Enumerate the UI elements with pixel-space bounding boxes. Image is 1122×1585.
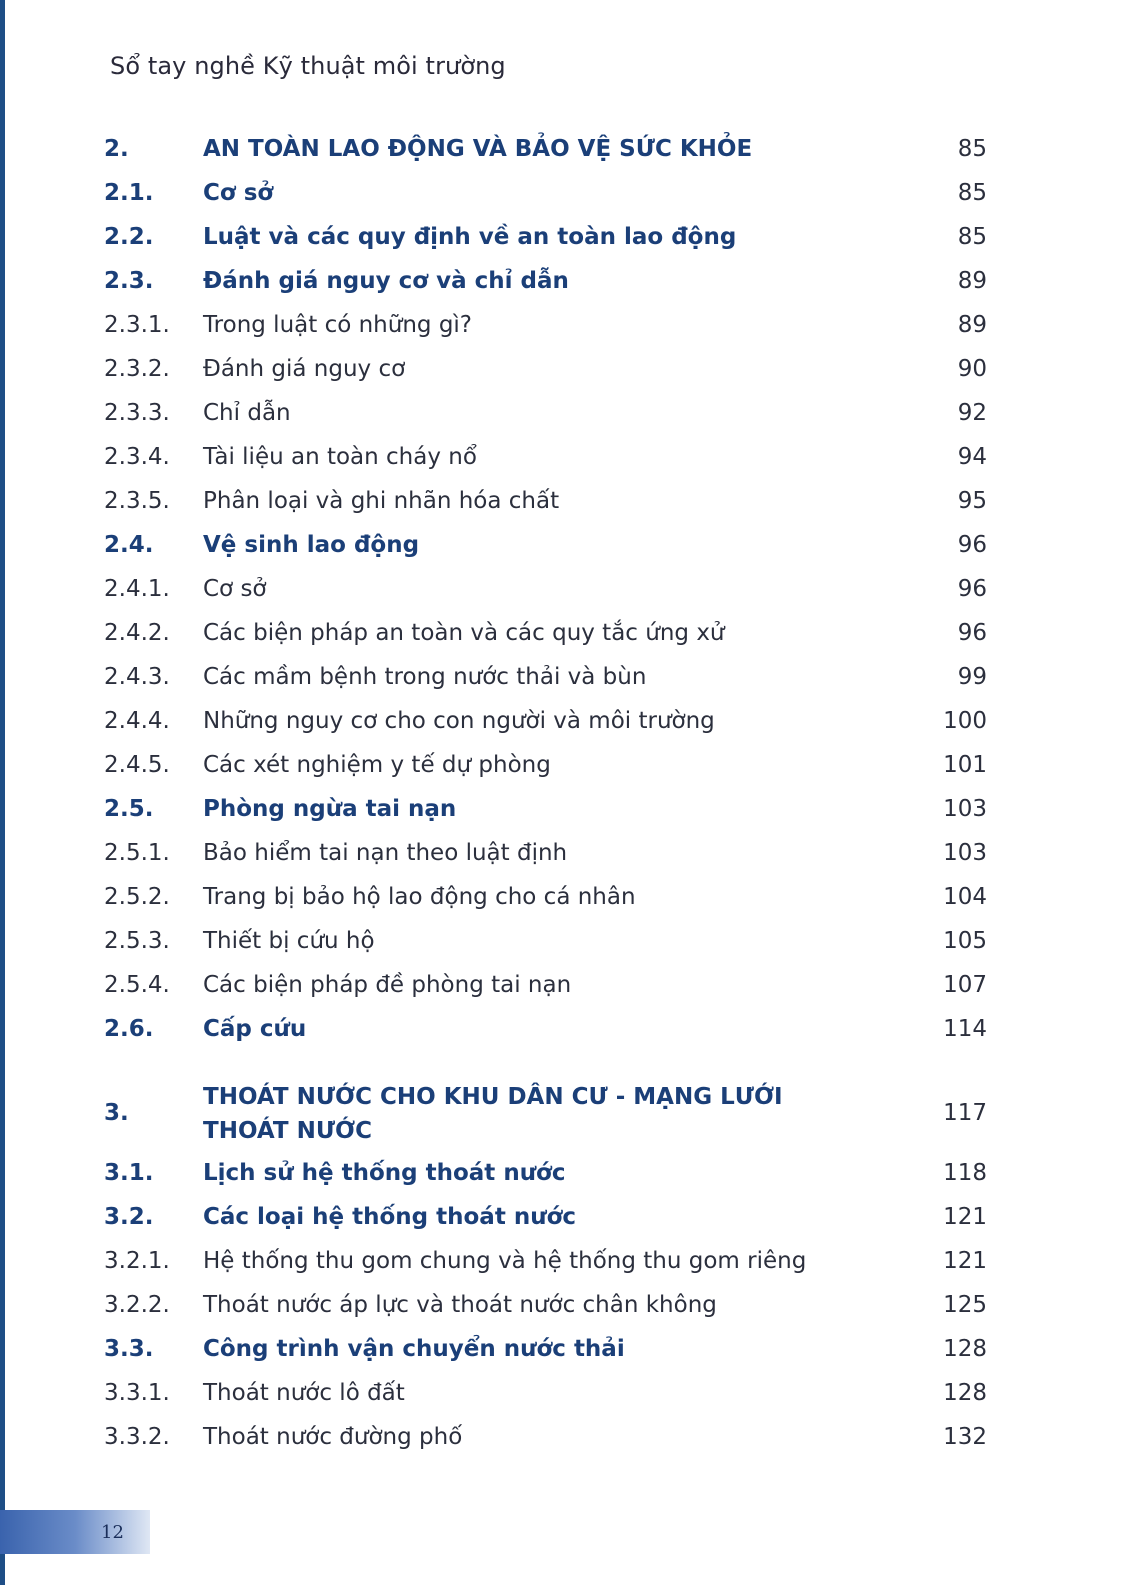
toc-row	[0, 1292, 1122, 1332]
toc-entry-title[interactable]: Thoát nước lô đất	[203, 1380, 405, 1406]
toc-row	[0, 972, 1122, 1012]
toc-entry-page: 103	[943, 796, 987, 822]
toc-entry-title[interactable]: Phân loại và ghi nhãn hóa chất	[203, 488, 560, 514]
toc-entry-title[interactable]: AN TOÀN LAO ĐỘNG VÀ BẢO VỆ SỨC KHỎE	[203, 136, 753, 162]
toc-entry-title[interactable]: Trong luật có những gì?	[203, 312, 473, 338]
toc-row	[0, 1160, 1122, 1200]
toc-entry-page: 121	[943, 1248, 987, 1274]
toc-entry-number: 2.4.	[104, 532, 154, 558]
toc-entry-title[interactable]: Cơ sở	[203, 180, 274, 206]
toc-entry-number: 2.3.2.	[104, 356, 170, 382]
toc-row	[0, 796, 1122, 836]
toc-row	[0, 1380, 1122, 1420]
toc-entry-page: 107	[943, 972, 987, 998]
toc-entry-page: 85	[957, 136, 987, 162]
toc-entry-page: 114	[943, 1016, 987, 1042]
toc-entry-title[interactable]: Đánh giá nguy cơ và chỉ dẫn	[203, 268, 569, 294]
toc-entry-page: 117	[943, 1100, 987, 1126]
toc-row	[0, 356, 1122, 396]
toc-entry-number: 2.4.5.	[104, 752, 170, 778]
toc-entry-page: 101	[943, 752, 987, 778]
toc-entry-title[interactable]: Các mầm bệnh trong nước thải và bùn	[203, 664, 647, 690]
toc-row	[0, 268, 1122, 308]
toc-entry-page: 85	[957, 180, 987, 206]
toc-row	[0, 1424, 1122, 1464]
toc-entry-page: 125	[943, 1292, 987, 1318]
toc-entry-title[interactable]: Các biện pháp an toàn và các quy tắc ứng xử	[203, 620, 725, 646]
toc-entry-title[interactable]: Thoát nước đường phố	[203, 1424, 463, 1450]
toc-row	[0, 928, 1122, 968]
toc-entry-number: 3.1.	[104, 1160, 154, 1186]
toc-row	[0, 1248, 1122, 1288]
toc-row	[0, 1016, 1122, 1056]
toc-entry-title[interactable]: Chỉ dẫn	[203, 400, 291, 426]
toc-entry-page: 96	[957, 620, 987, 646]
toc-entry-title[interactable]: Công trình vận chuyển nước thải	[203, 1336, 625, 1362]
toc-entry-number: 3.3.2.	[104, 1424, 170, 1450]
toc-row	[0, 1204, 1122, 1244]
toc-entry-number: 3.2.	[104, 1204, 154, 1230]
toc-entry-page: 128	[943, 1380, 987, 1406]
toc-entry-page: 100	[943, 708, 987, 734]
toc-row	[0, 532, 1122, 572]
toc-entry-number: 2.5.	[104, 796, 154, 822]
toc-entry-page: 95	[957, 488, 987, 514]
toc-row	[0, 180, 1122, 220]
toc-entry-page: 103	[943, 840, 987, 866]
toc-entry-title[interactable]: THOÁT NƯỚC CHO KHU DÂN CƯ - MẠNG LƯỚI THOÁT NƯỚC	[203, 1084, 783, 1144]
toc-entry-page: 92	[957, 400, 987, 426]
toc-row	[0, 1336, 1122, 1376]
toc-entry-number: 3.2.2.	[104, 1292, 170, 1318]
toc-entry-number: 2.3.5.	[104, 488, 170, 514]
toc-entry-title[interactable]: Bảo hiểm tai nạn theo luật định	[203, 840, 568, 866]
toc-entry-number: 3.2.1.	[104, 1248, 170, 1274]
toc-entry-page: 96	[957, 532, 987, 558]
toc-entry-title[interactable]: Các xét nghiệm y tế dự phòng	[203, 752, 551, 778]
toc-entry-page: 89	[957, 268, 987, 294]
toc-entry-title[interactable]: Cấp cứu	[203, 1016, 307, 1042]
toc-row	[0, 312, 1122, 352]
toc-entry-page: 96	[957, 576, 987, 602]
toc-row	[0, 840, 1122, 880]
toc-entry-number: 3.3.	[104, 1336, 154, 1362]
toc-entry-number: 2.4.4.	[104, 708, 170, 734]
toc-entry-title[interactable]: Đánh giá nguy cơ	[203, 356, 406, 382]
toc-entry-page: 89	[957, 312, 987, 338]
toc-entry-number: 2.3.1.	[104, 312, 170, 338]
toc-row	[0, 884, 1122, 924]
footer-band	[0, 1510, 150, 1554]
toc-entry-number: 2.4.1.	[104, 576, 170, 602]
toc-row	[0, 752, 1122, 792]
toc-entry-title[interactable]: Phòng ngừa tai nạn	[203, 796, 457, 822]
toc-row	[0, 620, 1122, 660]
toc-row	[0, 444, 1122, 484]
running-header: Sổ tay nghề Kỹ thuật môi trường	[110, 52, 506, 80]
toc-entry-number: 2.1.	[104, 180, 154, 206]
toc-entry-number: 2.3.4.	[104, 444, 170, 470]
toc-entry-number: 2.4.2.	[104, 620, 170, 646]
toc-entry-page: 85	[957, 224, 987, 250]
toc-entry-number: 2.3.	[104, 268, 154, 294]
toc-entry-number: 3.3.1.	[104, 1380, 170, 1406]
toc-entry-page: 132	[943, 1424, 987, 1450]
toc-entry-number: 2.4.3.	[104, 664, 170, 690]
toc-entry-title[interactable]: Luật và các quy định về an toàn lao động	[203, 224, 737, 250]
toc-entry-page: 99	[957, 664, 987, 690]
toc-entry-number: 2.	[104, 136, 129, 162]
toc-entry-title[interactable]: Hệ thống thu gom chung và hệ thống thu gom riêng	[203, 1248, 807, 1274]
page-number: 12	[101, 1522, 124, 1543]
toc-entry-title[interactable]: Thoát nước áp lực và thoát nước chân không	[203, 1292, 717, 1318]
toc-entry-page: 128	[943, 1336, 987, 1362]
toc-entry-number: 2.5.3.	[104, 928, 170, 954]
toc-entry-page: 121	[943, 1204, 987, 1230]
toc-entry-page: 104	[943, 884, 987, 910]
toc-row	[0, 664, 1122, 704]
toc-entry-number: 2.3.3.	[104, 400, 170, 426]
toc-entry-title[interactable]: Tài liệu an toàn cháy nổ	[203, 444, 477, 470]
toc-entry-title[interactable]: Thiết bị cứu hộ	[203, 928, 375, 954]
toc-entry-title[interactable]: Các loại hệ thống thoát nước	[203, 1204, 577, 1230]
toc-entry-title[interactable]: Trang bị bảo hộ lao động cho cá nhân	[203, 884, 636, 910]
toc-row	[0, 488, 1122, 528]
toc-entry-title[interactable]: Lịch sử hệ thống thoát nước	[203, 1160, 566, 1186]
toc-entry-title[interactable]: Những nguy cơ cho con người và môi trường	[203, 708, 715, 734]
toc-row	[0, 576, 1122, 616]
toc-entry-page: 94	[957, 444, 987, 470]
toc-entry-number: 2.6.	[104, 1016, 154, 1042]
toc-entry-number: 2.5.2.	[104, 884, 170, 910]
toc-entry-title[interactable]: Cơ sở	[203, 576, 267, 602]
toc-entry-number: 3.	[104, 1100, 129, 1126]
toc-entry-number: 2.2.	[104, 224, 154, 250]
toc-row	[0, 1080, 1122, 1144]
toc-entry-page: 118	[943, 1160, 987, 1186]
toc-row	[0, 224, 1122, 264]
toc-entry-title[interactable]: Vệ sinh lao động	[203, 532, 420, 558]
toc-entry-number: 2.5.4.	[104, 972, 170, 998]
toc-entry-page: 90	[957, 356, 987, 382]
toc-entry-page: 105	[943, 928, 987, 954]
toc-row	[0, 400, 1122, 440]
toc-row	[0, 708, 1122, 748]
toc-entry-number: 2.5.1.	[104, 840, 170, 866]
toc-entry-title[interactable]: Các biện pháp đề phòng tai nạn	[203, 972, 572, 998]
toc-row	[0, 136, 1122, 176]
